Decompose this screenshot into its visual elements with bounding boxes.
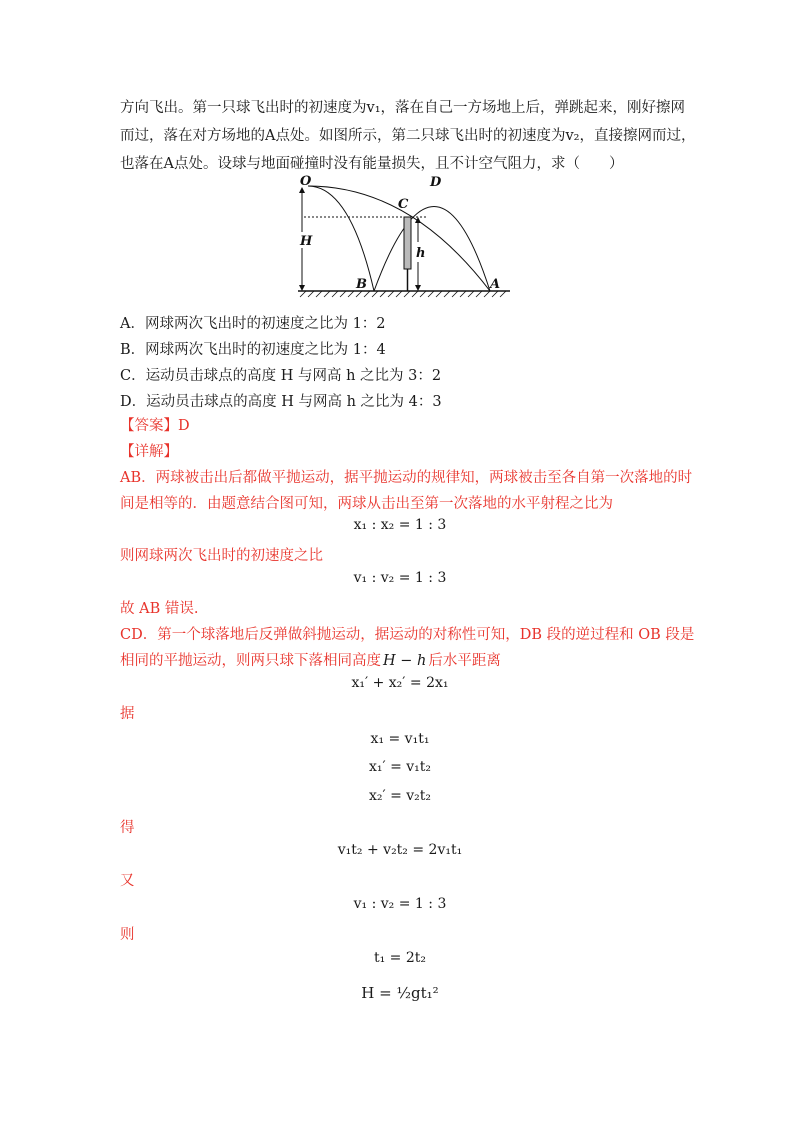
explanation-ab-line-4: 故 AB 错误.	[120, 601, 199, 617]
option-a: A．网球两次飞出时的初速度之比为 1：2	[120, 316, 386, 332]
label-ju: 据	[120, 706, 135, 722]
equation-x1-prime: x₁′ = v₁t₂	[368, 759, 432, 775]
equation-sum-x: x₁′ + x₂′ = 2x₁	[351, 675, 449, 691]
explanation-ab-line-1: AB．两球被击出后都做平抛运动，据平抛运动的规律知，两球被击至各自第一次落地的时	[120, 470, 693, 486]
equation-combined: v₁t₂ + v₂t₂ = 2v₁t₁	[337, 842, 463, 858]
equation-ratio-v-again: v₁ : v₂ = 1 : 3	[353, 896, 447, 912]
height-diff-expression: H − h	[383, 653, 427, 669]
explanation-ab-line-2: 间是相等的．由题意结合图可知，两球从击出至第一次落地的水平射程之比为	[120, 496, 613, 512]
label-h: h	[416, 246, 426, 261]
label-A: A	[490, 277, 501, 292]
answer: 【答案】D	[120, 418, 190, 434]
cd-line-2-prefix: 相同的平抛运动，则两只球下落相同高度	[120, 653, 381, 669]
label-H: H	[300, 234, 313, 249]
equation-x1: x₁ = v₁t₁	[370, 731, 430, 747]
cd-line-2-suffix: 后水平距离	[428, 653, 501, 669]
label-you: 又	[120, 873, 135, 889]
question-line-1: 方向飞出。第一只球飞出时的初速度为v₁，落在自己一方场地上后，弹跳起来，刚好擦网	[120, 100, 686, 116]
explanation-cd-line-1: CD．第一个球落地后反弹做斜抛运动，据运动的对称性可知，DB 段的逆过程和 OB 段是	[120, 627, 695, 643]
equation-x2-prime: x₂′ = v₂t₂	[368, 788, 432, 804]
equation-H: H = ½gt₁²	[361, 984, 439, 1002]
equation-ratio-x: x₁ : x₂ = 1 : 3	[353, 517, 447, 533]
option-b: B．网球两次飞出时的初速度之比为 1：4	[120, 342, 386, 358]
label-B: B	[356, 277, 367, 292]
label-ze: 则	[120, 927, 135, 943]
question-line-3: 也落在A点处。设球与地面碰撞时没有能量损失，且不计空气阻力，求（ ）	[120, 156, 624, 172]
detail-heading: 【详解】	[120, 444, 178, 460]
trajectory-B-D-A	[374, 207, 490, 292]
equation-ratio-v: v₁ : v₂ = 1 : 3	[353, 570, 447, 586]
trajectory-O-B	[308, 186, 374, 291]
option-d: D．运动员击球点的高度 H 与网高 h 之比为 4：3	[120, 394, 442, 410]
label-C: C	[398, 197, 409, 212]
ground-hatch	[300, 291, 506, 297]
label-O: O	[300, 174, 312, 189]
explanation-cd-line-2	[120, 649, 501, 670]
label-de: 得	[120, 820, 135, 836]
projectile-diagram	[290, 172, 520, 302]
net-post	[404, 217, 411, 269]
label-D: D	[430, 175, 442, 190]
question-line-2: 而过，落在对方场地的A点处。如图所示，第二只球飞出时的初速度为v₂，直接擦网而过，	[120, 128, 696, 144]
option-c: C．运动员击球点的高度 H 与网高 h 之比为 3：2	[120, 368, 442, 384]
explanation-ab-line-3: 则网球两次飞出时的初速度之比	[120, 548, 323, 564]
equation-t-relation: t₁ = 2t₂	[373, 950, 426, 966]
